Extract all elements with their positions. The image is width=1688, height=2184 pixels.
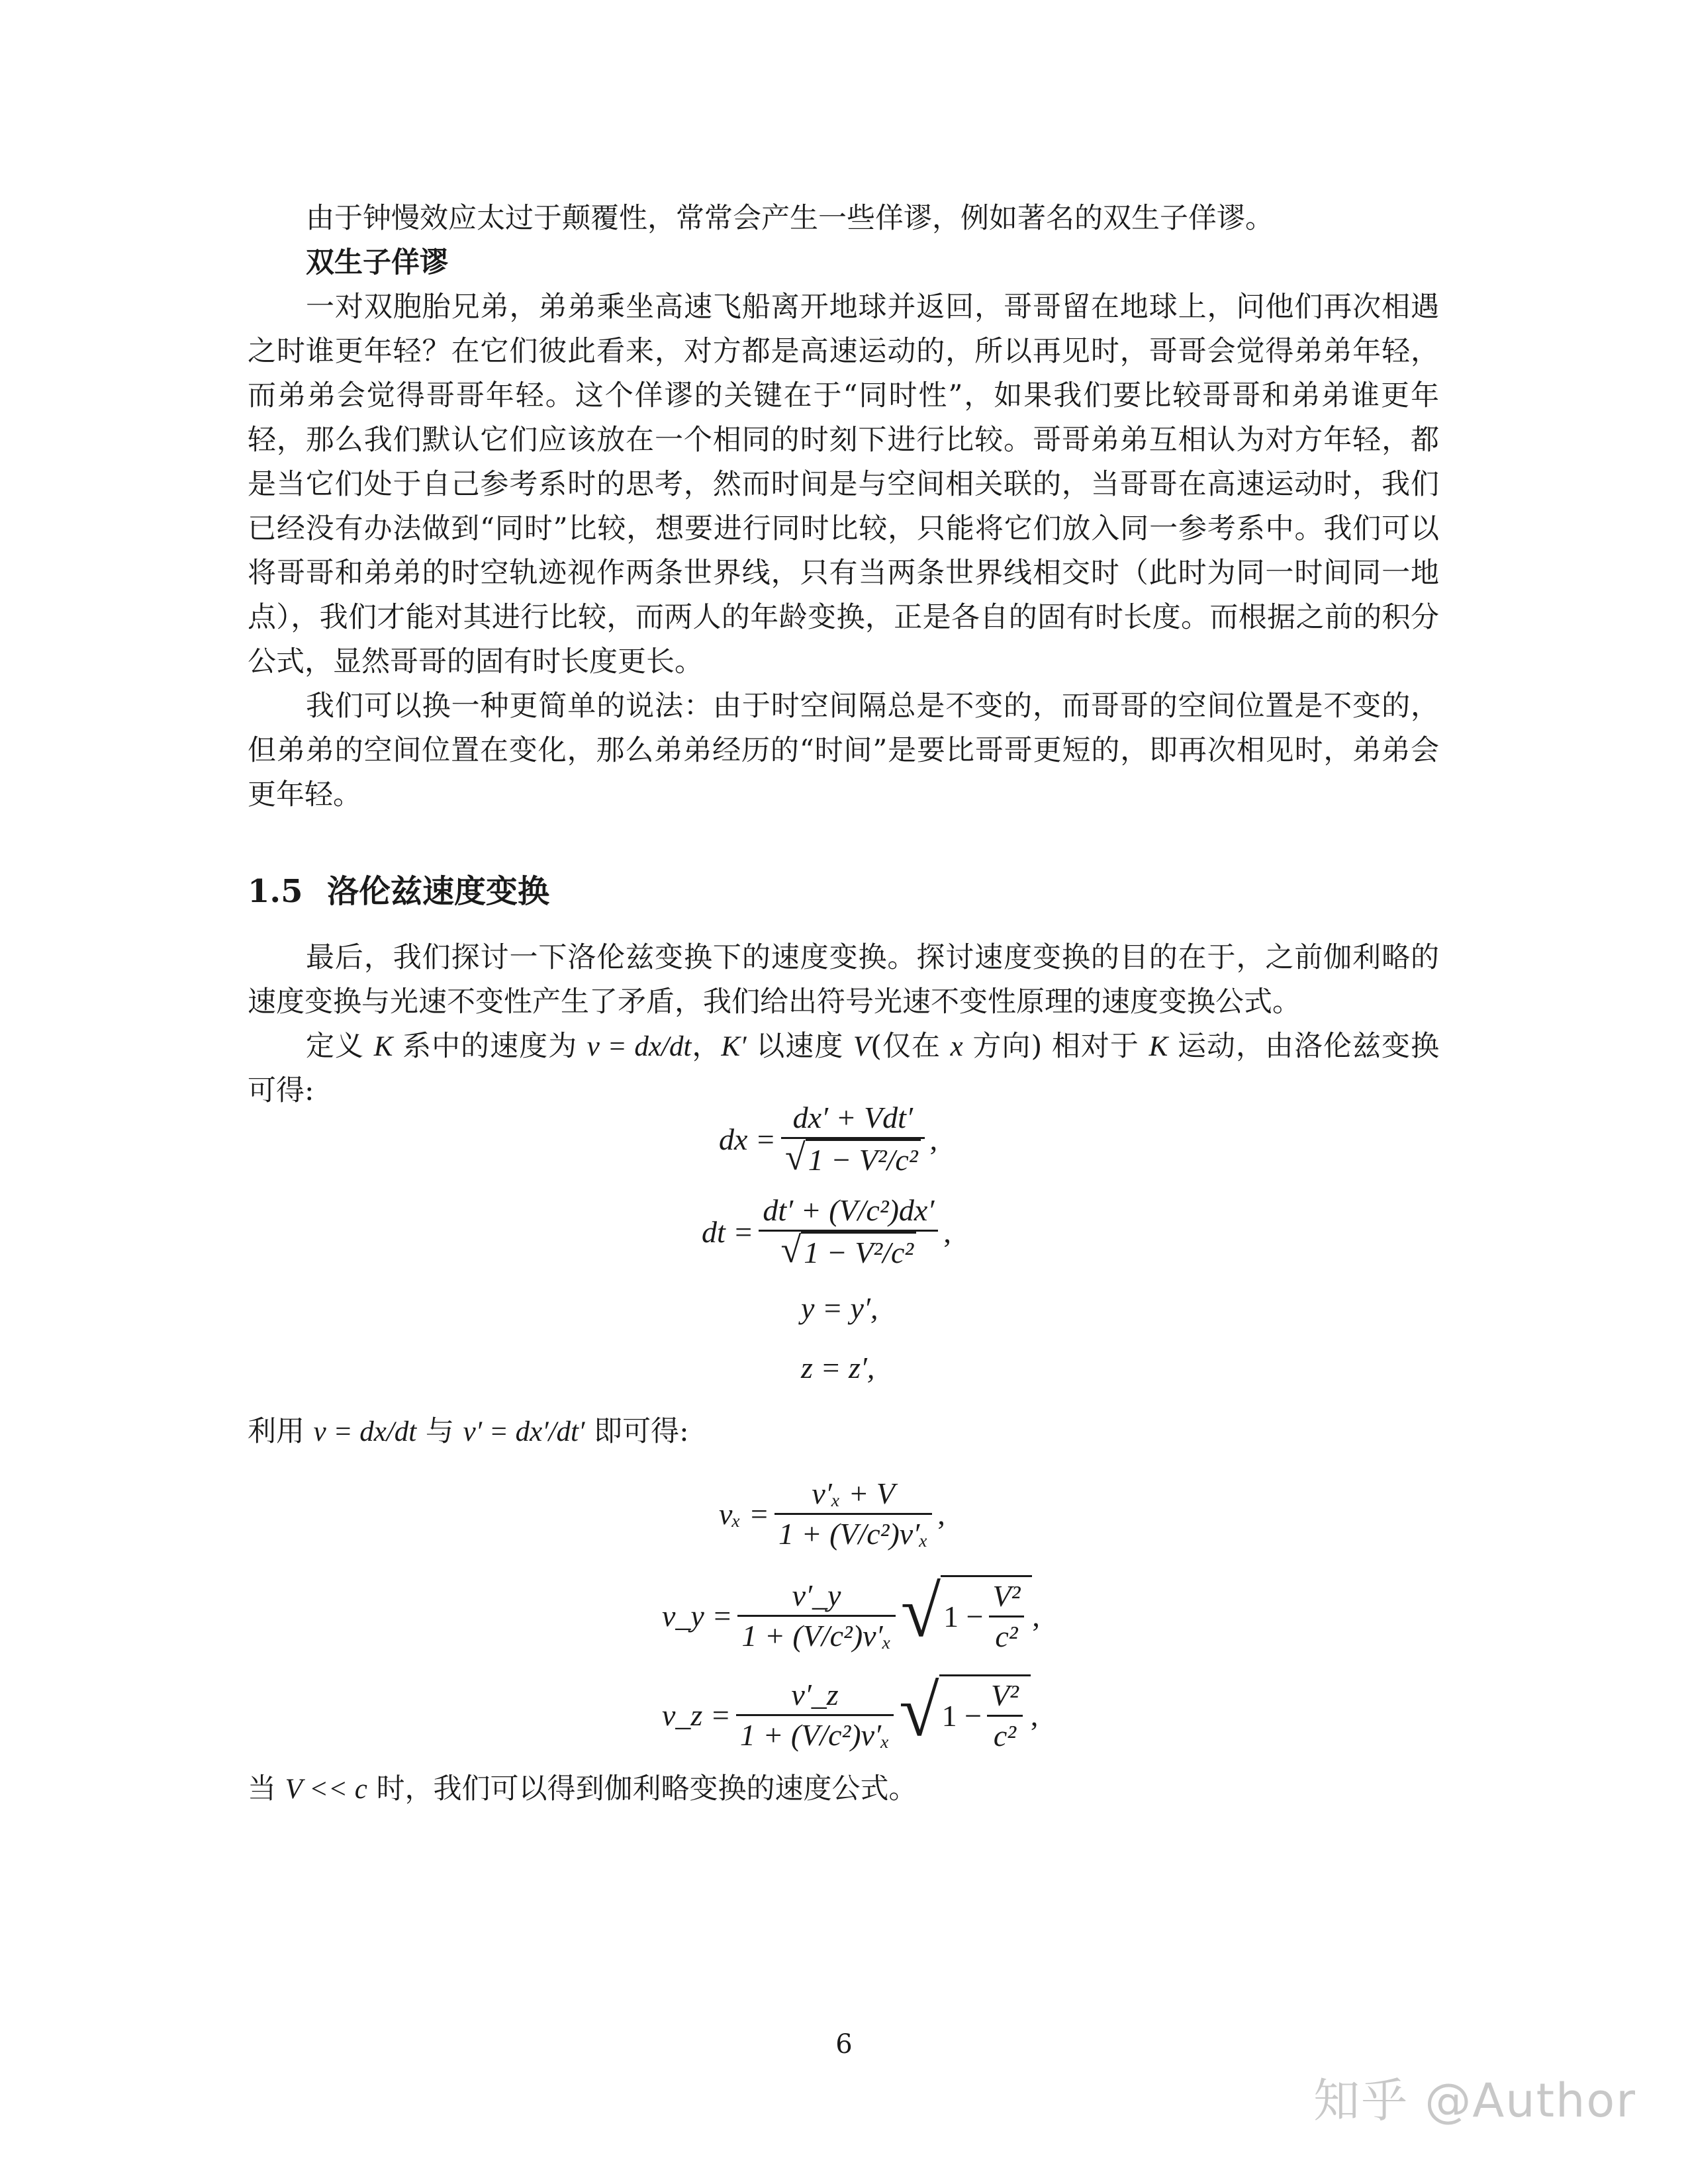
text-block-using [248,1410,1439,1454]
using-line: 利用 v = dx/dt 与 v′ = dx′/dt′ 即可得: [248,1415,689,1448]
frame-k-prime: K′ [721,1031,747,1062]
v-prime-definition: v′ = dx′/dt′ [463,1416,585,1447]
eq-dt: dt = dt′ + (V/c²)dx′ √ 1 − V²/c² , [702,1193,951,1271]
v-definition: v = dx/dt [313,1416,417,1447]
section-paragraph-1: 最后，我们探讨一下洛伦兹变换下的速度变换。探讨速度变换的目的在于，之前伽利略的速度变换与光速不变性产生了矛盾，我们给出符号光速不变性原理的速度变换公式。 [248,941,1439,1019]
simple-explanation-paragraph: 我们可以换一种更简单的说法：由于时空间隔总是不变的，而哥哥的空间位置是不变的，但弟弟的空间位置在变化，那么弟弟经历的“时间”是要比哥哥更短的，即再次相见时，弟弟会更年轻。 [248,690,1439,811]
section-number: 1.5 [248,873,303,910]
velocity-definition: v = dx/dt [586,1031,692,1062]
text-block-final [248,1767,1439,1811]
twin-paradox-paragraph: 一对双胞胎兄弟，弟弟乘坐高速飞船离开地球并返回，哥哥留在地球上，问他们再次相遇之时谁更年轻？在它们彼此看来，对方都是高速运动的，所以再见时，哥哥会觉得弟弟年轻，而弟弟会觉得哥哥年轻。这个佯谬的关键在于“同时性”，如果我们要比较哥哥和弟弟谁更年轻，那么我们默认它们应该放在一个相同的时刻下进行比较。哥哥弟弟互相认为对方年轻，都是当它们处于自己参考系时的思考，然而时间是与空间相关联的，当哥哥在高速运动时，我们已经没有办法做到“同时”比较，想要进行同时比较，只能将它们放入同一参考系中。我们可以将哥哥和弟弟的时空轨迹视作两条世界线，只有当两条世界线相交时（此时为同一时间同一地点），我们才能对其进行比较，而两人的年龄变换，正是各自的固有时长度。而根据之前的积分公式，显然哥哥的固有时长度更长。 [248,291,1439,678]
section-paragraph-2: 定义 K 系中的速度为 v = dx/dt，K′ 以速度 V(仅在 x 方向) 相对于 K 运动，由洛伦兹变换可得: [248,1030,1440,1107]
final-line: 当 V << c 时，我们可以得到伽利略变换的速度公式。 [248,1772,917,1805]
sqrt-denominator: √ 1 − V²/c² [781,1139,925,1179]
intro-paragraph: 由于钟慢效应太过于颠覆性，常常会产生一些佯谬，例如著名的双生子佯谬。 [306,202,1274,235]
eq-y: y = y′, [801,1291,878,1325]
twin-paradox-title: 双生子佯谬 [306,246,448,279]
low-speed-condition: V << c [285,1774,367,1805]
eq-vy: v_y = $\frac{v'\_y}{\text{1 + (V/c²)v′ₓ}}$ √ 1 − $\frac{\text{V²}}{\text{c²}}$ , [662,1575,1040,1656]
x-direction: x [950,1031,963,1062]
frame-k: K [373,1031,393,1062]
velocity-v: V [853,1031,871,1062]
frame-k-2: K [1149,1031,1168,1062]
section-heading [248,868,549,915]
text-block-top [248,197,1439,817]
eq-vx: vₓ = $\frac{\text{v′ₓ + V}}{\text{1 + (V/c²)v′ₓ}}$ , [719,1477,945,1551]
section-title: 洛伦兹速度变换 [327,873,550,910]
watermark: 知乎 @Author [1313,2073,1636,2128]
eq-vz: v_z = $\frac{v'\_z}{\text{1 + (V/c²)v′ₓ}}$ √ 1 − $\frac{\text{V²}}{\text{c²}}$ , [662,1674,1038,1755]
eq-z: z = z′, [801,1351,875,1385]
page-number: 6 [835,2029,853,2060]
text-block-section [248,936,1439,1113]
eq-dx: dx = dx′ + Vdt′ √ 1 − V²/c² , [719,1101,938,1178]
